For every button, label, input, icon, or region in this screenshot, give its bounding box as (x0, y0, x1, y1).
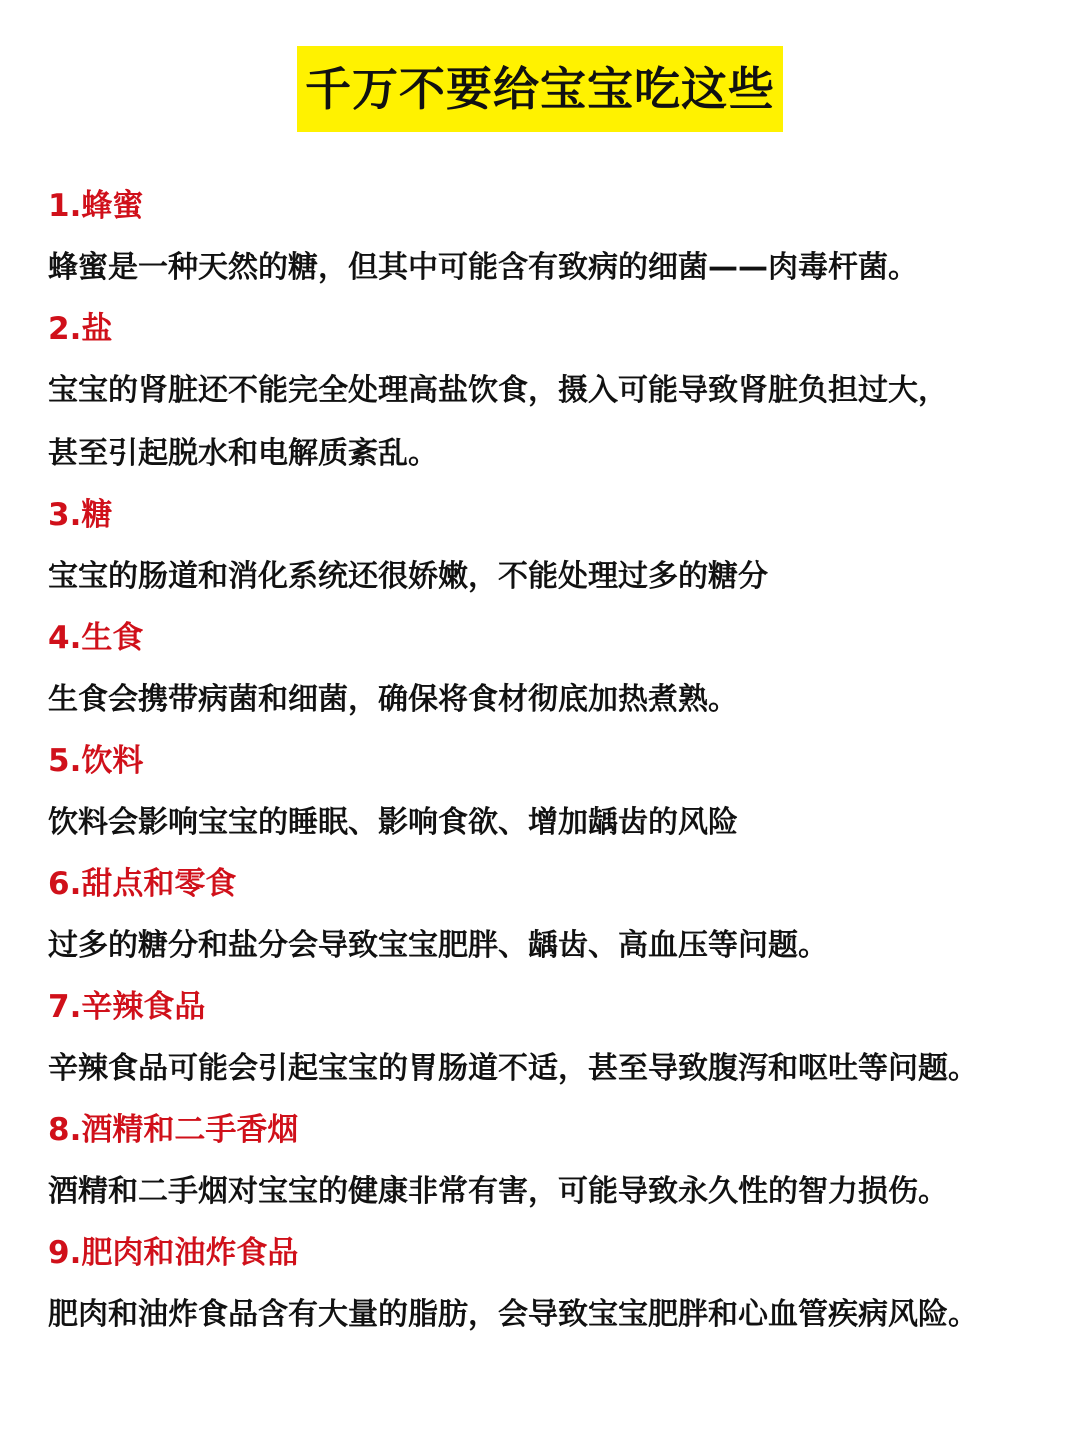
page-title: 千万不要给宝宝吃这些 (297, 46, 783, 132)
description-line: 酒精和二手烟对宝宝的健康非常有害，可能导致永久性的智力损伤。 (48, 1174, 948, 1209)
item-description (48, 1283, 1058, 1346)
list-item (48, 1223, 1058, 1346)
item-heading: 7.辛辣食品 (48, 989, 206, 1025)
item-heading: 5.饮料 (48, 743, 144, 779)
item-heading: 4.生食 (48, 620, 144, 656)
description-line: 饮料会影响宝宝的睡眠、影响食欲、增加龋齿的风险 (48, 805, 738, 840)
list-item (48, 854, 1058, 977)
item-description (48, 791, 1058, 854)
food-list (48, 176, 1058, 1346)
list-item (48, 485, 1058, 608)
description-line: 辛辣食品可能会引起宝宝的胃肠道不适，甚至导致腹泻和呕吐等问题。 (48, 1051, 978, 1086)
description-line: 宝宝的肾脏还不能完全处理高盐饮食，摄入可能导致肾脏负担过大， (48, 373, 948, 408)
description-line: 宝宝的肠道和消化系统还很娇嫩，不能处理过多的糖分 (48, 559, 768, 594)
item-description (48, 545, 1058, 608)
item-heading: 6.甜点和零食 (48, 866, 237, 902)
list-item (48, 1100, 1058, 1223)
item-heading: 8.酒精和二手香烟 (48, 1112, 299, 1148)
description-line: 肥肉和油炸食品含有大量的脂肪，会导致宝宝肥胖和心血管疾病风险。 (48, 1297, 978, 1332)
item-description (48, 1037, 1058, 1100)
list-item (48, 608, 1058, 731)
description-line: 生食会携带病菌和细菌，确保将食材彻底加热煮熟。 (48, 682, 738, 717)
title-container (0, 46, 1080, 132)
item-description (48, 914, 1058, 977)
item-heading: 9.肥肉和油炸食品 (48, 1235, 299, 1271)
description-line: 过多的糖分和盐分会导致宝宝肥胖、龋齿、高血压等问题。 (48, 928, 828, 963)
item-description (48, 1160, 1058, 1223)
item-heading: 3.糖 (48, 497, 113, 533)
item-description (48, 668, 1058, 731)
item-heading: 2.盐 (48, 311, 113, 347)
list-item (48, 299, 1058, 485)
item-description (48, 236, 1058, 299)
list-item (48, 731, 1058, 854)
list-item (48, 977, 1058, 1100)
description-line: 蜂蜜是一种天然的糖，但其中可能含有致病的细菌——肉毒杆菌。 (48, 250, 918, 285)
item-description (48, 359, 1058, 485)
description-line: 甚至引起脱水和电解质紊乱。 (48, 436, 438, 471)
list-item (48, 176, 1058, 299)
item-heading: 1.蜂蜜 (48, 188, 144, 224)
